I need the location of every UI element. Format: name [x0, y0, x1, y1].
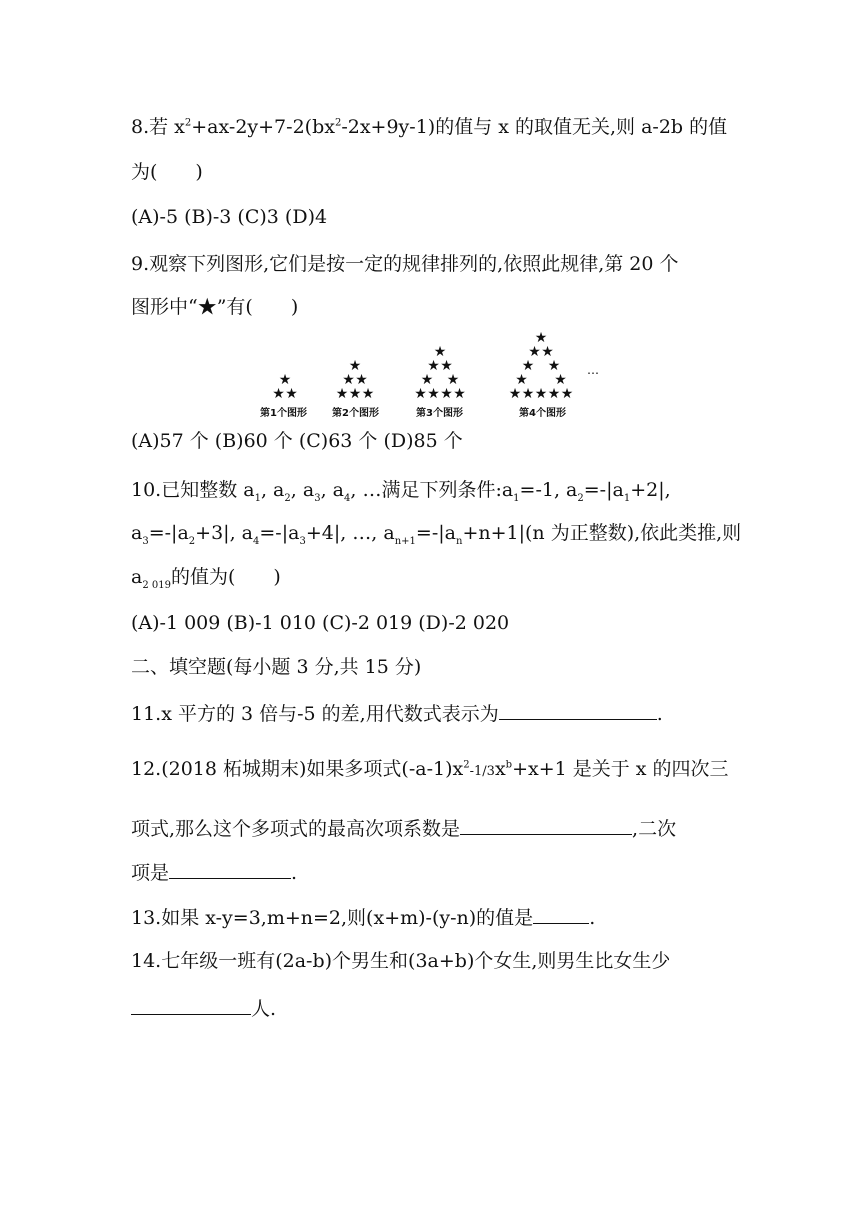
star-icon: ★: [528, 344, 541, 360]
q12-text: x: [494, 758, 506, 780]
exponent: 2: [184, 117, 192, 129]
figure-caption-3: 第3个图形: [416, 408, 463, 419]
q10-line1: [131, 479, 671, 504]
subscript: 3: [142, 535, 149, 547]
subscript: 2: [188, 535, 196, 547]
subscript: 1: [513, 492, 520, 504]
star-icon: ★: [355, 372, 368, 388]
star-icon: ★: [547, 358, 561, 374]
q8-text: +ax-2y+7-2(bx: [191, 116, 335, 138]
star-icon: ★: [534, 386, 548, 402]
subscript: 1: [623, 492, 631, 504]
star-icon: ★: [414, 386, 427, 402]
answer-blank[interactable]: [131, 998, 251, 1015]
subscript: n+1: [394, 535, 416, 547]
section-heading: 二、填空题(每小题 3 分,共 15 分): [131, 656, 422, 678]
figure-caption-2: 第2个图形: [332, 408, 379, 419]
star-icon: ★: [335, 386, 349, 402]
q10-text: a: [131, 566, 143, 588]
q10-text: +2|,: [630, 479, 671, 501]
figure-caption-1: 第1个图形: [260, 408, 307, 419]
star-icon: ★: [361, 386, 375, 402]
exponent: 2: [334, 117, 342, 129]
q10-text: , a: [290, 479, 315, 501]
q11-line: [131, 703, 663, 724]
subscript: 2: [284, 492, 291, 504]
star-icon: ★: [521, 386, 535, 402]
q12-text: +x+1 是关于 x 的四次三: [512, 758, 729, 780]
star-icon: ★: [446, 372, 460, 388]
q12-text: ,二次: [632, 818, 677, 840]
star-icon: ★: [427, 358, 440, 374]
exponent: 2: [463, 759, 470, 771]
q10-text: +4|, …, a: [305, 522, 395, 544]
star-icon: ★: [272, 386, 285, 402]
q10-line2: [131, 522, 742, 547]
subscript: 4: [252, 535, 260, 547]
answer-blank[interactable]: [499, 703, 657, 720]
q13-end: .: [589, 907, 596, 929]
q14-line1: 14.七年级一班有(2a-b)个男生和(3a+b)个女生,则男生比女生少: [131, 950, 671, 972]
star-icon: ★: [427, 386, 440, 402]
q10-text: +3|, a: [195, 522, 253, 544]
answer-blank[interactable]: [533, 907, 589, 924]
exponent: b: [505, 759, 513, 771]
q12-line1: [131, 760, 729, 779]
subscript: n: [455, 535, 463, 547]
q12-text: .: [291, 862, 298, 884]
star-icon: ★: [285, 386, 298, 402]
star-icon: ★: [348, 386, 362, 402]
fraction: -1/3: [469, 764, 495, 779]
q9-line2: 图形中“★”有( ): [131, 296, 299, 318]
star-icon: ★: [554, 372, 567, 388]
q11-end: .: [656, 703, 663, 725]
q12-line2: [131, 818, 676, 839]
q9-line1: 9.观察下列图形,它们是按一定的规律排列的,依照此规律,第 20 个: [131, 253, 679, 275]
q10-text: 10.已知整数 a: [131, 479, 255, 501]
star-icon: ★: [440, 358, 453, 374]
star-icon: ★: [534, 332, 548, 346]
q10-text: 的值为( ): [170, 566, 281, 588]
subscript: 3: [314, 492, 321, 504]
q10-options: (A)-1 009 (B)-1 010 (C)-2 019 (D)-2 020: [131, 612, 510, 634]
star-icon: ★: [521, 358, 535, 374]
q10-text: +n+1|(n 为正整数),依此类推,则: [462, 522, 742, 544]
star-icon: ★: [547, 386, 561, 402]
subscript: 4: [343, 492, 351, 504]
q10-text: a: [131, 522, 143, 544]
star-icon: ★: [453, 386, 466, 402]
q10-text: =-|a: [148, 522, 189, 544]
q10-line3: [131, 566, 281, 591]
q14-line2: [131, 998, 276, 1019]
answer-blank[interactable]: [460, 818, 632, 835]
q12-text: 12.(2018 柘城期末)如果多项式(-a-1)x: [131, 758, 464, 780]
q12-text: 项式,那么这个多项式的最高次项系数是: [131, 818, 461, 840]
subscript: 3: [299, 535, 306, 547]
q10-text: , a: [320, 479, 344, 501]
star-icon: ★: [348, 358, 362, 374]
q9-options: (A)57 个 (B)60 个 (C)63 个 (D)85 个: [131, 430, 463, 452]
q8-text: 8.若 x: [131, 116, 185, 138]
q12-line3: [131, 862, 297, 883]
q8-text: -2x+9y-1)的值与 x 的取值无关,则 a-2b 的值: [341, 116, 728, 138]
ellipsis: …: [587, 363, 599, 377]
q11-text: 11.x 平方的 3 倍与-5 的差,用代数式表示为: [131, 703, 499, 725]
q13-line: [131, 907, 595, 928]
star-icon: ★: [508, 386, 522, 402]
q10-text: =-|a: [259, 522, 300, 544]
q13-text: 13.如果 x-y=3,m+n=2,则(x+m)-(y-n)的值是: [131, 907, 534, 929]
star-icon: ★: [541, 344, 554, 360]
figure-caption-4: 第4个图形: [519, 408, 566, 419]
star-icon: ★: [440, 386, 453, 402]
star-icon: ★: [515, 372, 528, 388]
q10-text: =-|a: [583, 479, 624, 501]
star-icon: ★: [342, 372, 355, 388]
star-icon: ★: [433, 344, 447, 360]
q8-options: (A)-5 (B)-3 (C)3 (D)4: [131, 206, 328, 228]
answer-blank[interactable]: [169, 862, 291, 879]
star-icon: ★: [560, 386, 574, 402]
q8-line2: 为( ): [131, 161, 203, 183]
subscript: 2 019: [142, 579, 171, 591]
star-pattern-figure: [255, 332, 615, 424]
subscript: 2: [577, 492, 584, 504]
q14-end: 人.: [251, 998, 277, 1020]
q10-text: , a: [260, 479, 285, 501]
q8-line1: [131, 118, 727, 137]
q10-text: =-|a: [415, 522, 456, 544]
star-icon: ★: [420, 372, 434, 388]
subscript: 1: [254, 492, 261, 504]
star-icon: ★: [278, 372, 292, 388]
q12-text: 项是: [131, 862, 170, 884]
q10-text: =-1, a: [519, 479, 578, 501]
q10-text: , …满足下列条件:a: [350, 479, 514, 501]
star-pattern-svg: [255, 332, 615, 424]
